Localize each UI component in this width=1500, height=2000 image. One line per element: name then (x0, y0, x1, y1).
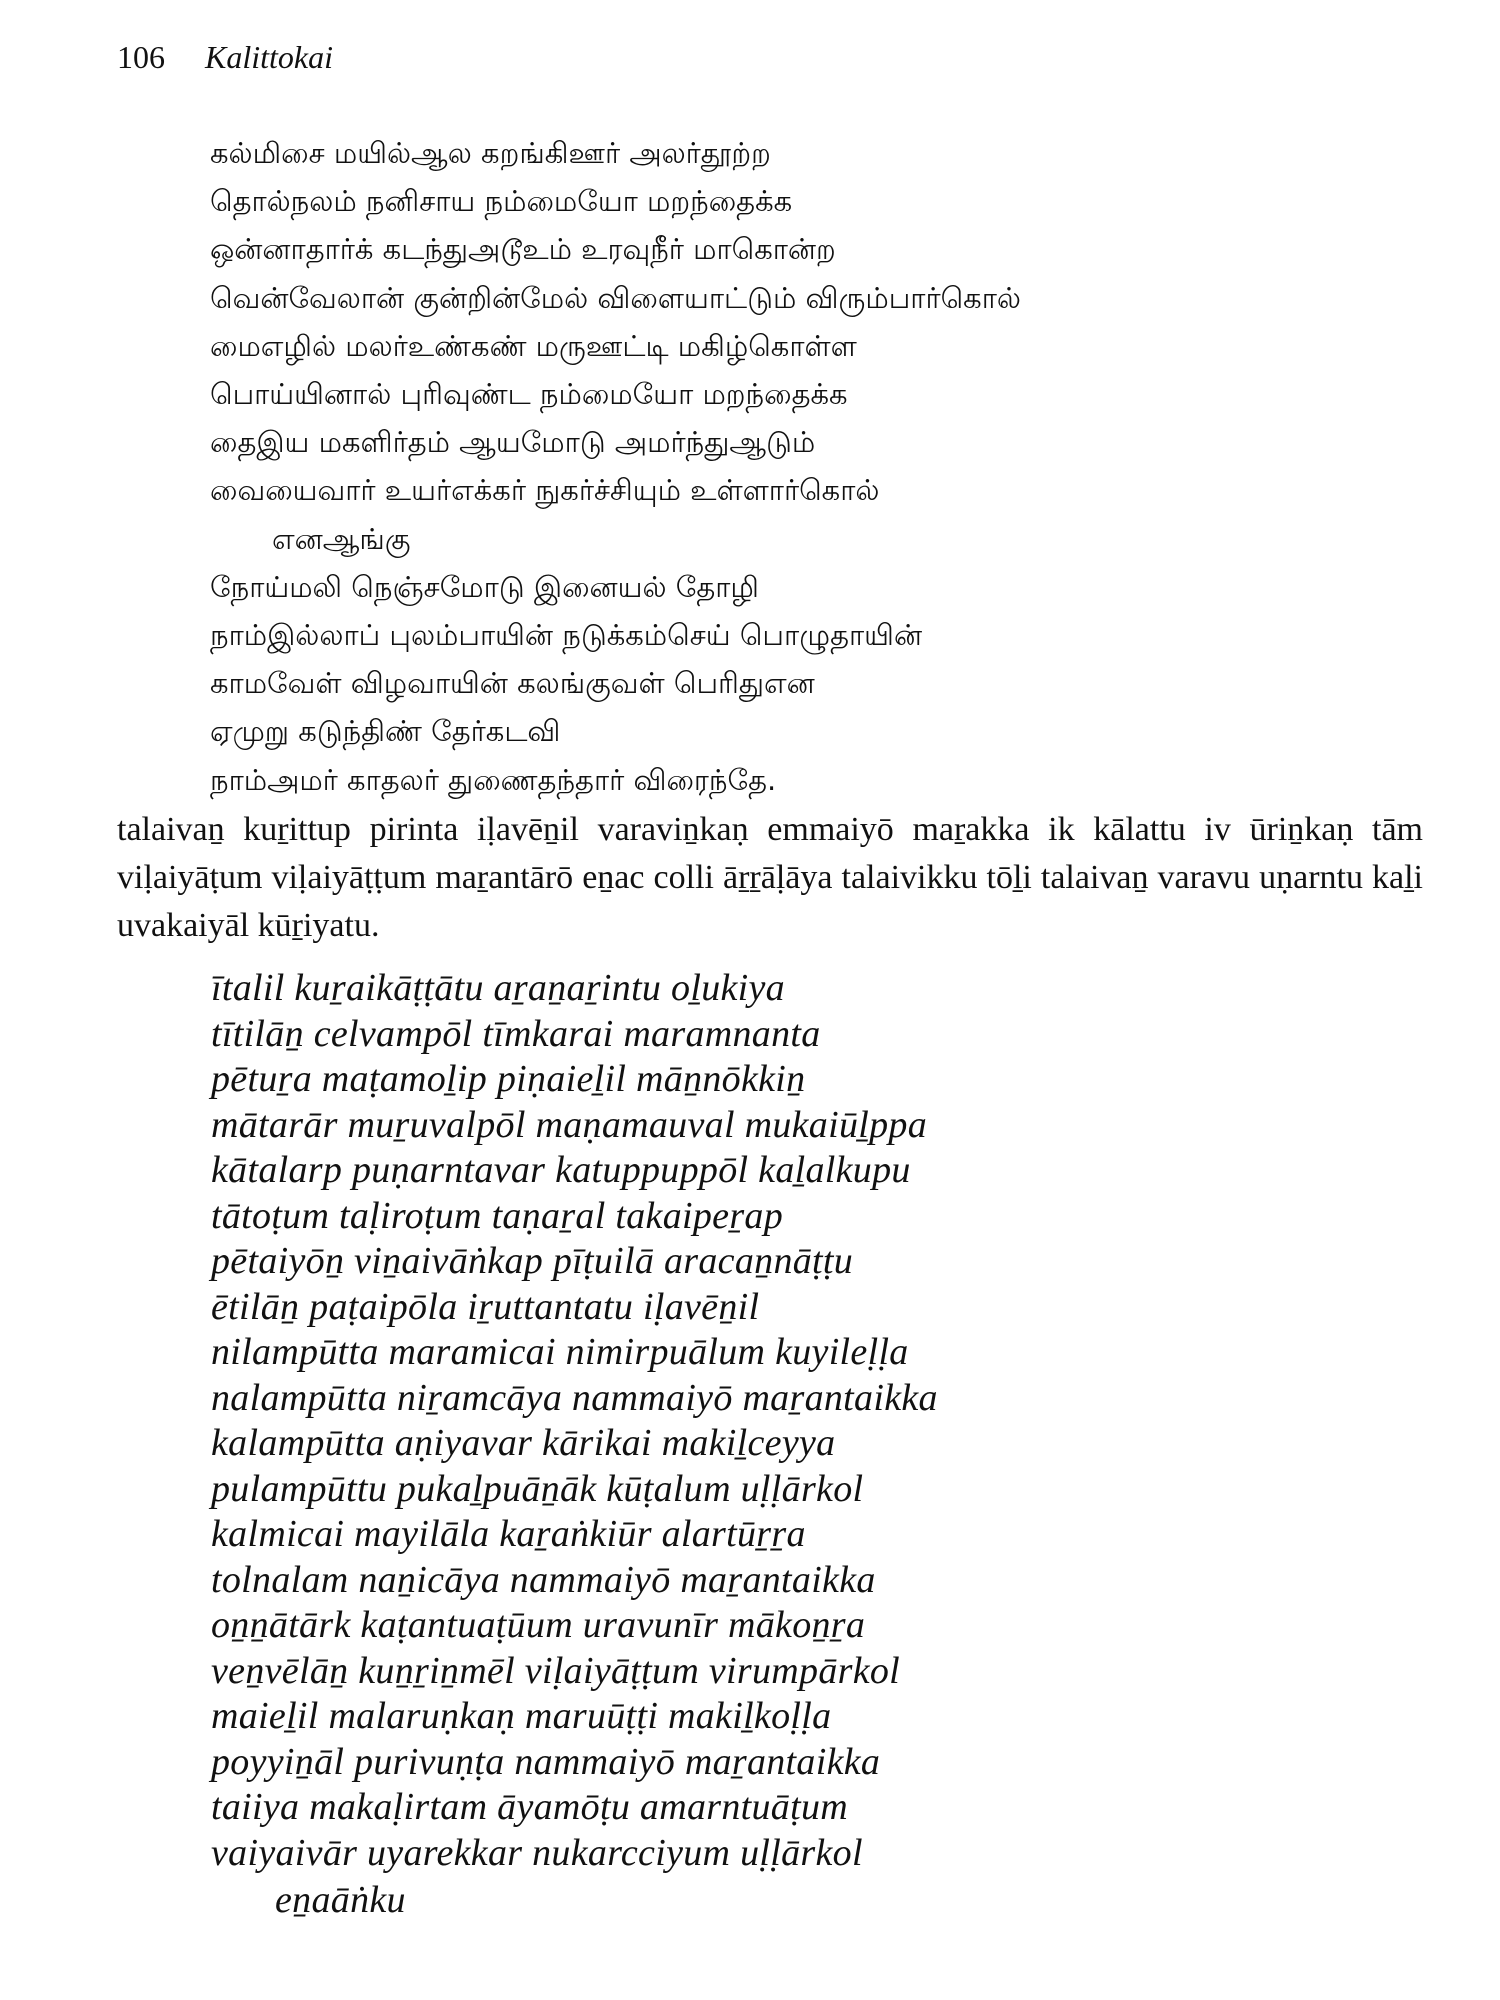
transliterated-verse-line: kalmicai mayilāla kaṟaṅkiūr alartūṟṟa (211, 1513, 806, 1555)
transliterated-verse-line: oṉṉātārk kaṭantuaṭūum uravunīr mākoṉṟa (211, 1604, 866, 1646)
prose-paragraph: talaivaṉ kuṟittup pirinta iḷavēṉil varaviṉkaṇ emmaiyō maṟakka ik kālattu iv ūriṉkaṇ tām viḷaiyāṭum viḷaiyāṭṭum maṟantārō eṉac colli āṟṟāḷāya talaivikku tōḻi talaivaṉ varavu uṇarntu kaḻi uvakaiyāl kūṟiyatu. (117, 811, 1423, 944)
tamil-verse-line: தைஇய மகளிர்தம் ஆயமோடு அமர்ந்துஆடும் (210, 425, 816, 460)
transliterated-verse-line: pētaiyōṉ viṉaivāṅkap pīṭuilā aracaṉnāṭṭu (211, 1240, 854, 1282)
transliterated-verse-line: ētilāṉ paṭaipōla iṟuttantatu iḷavēṉil (211, 1285, 760, 1328)
transliterated-verse-line: veṉvēlāṉ kuṉṟiṉmēl viḷaiyāṭṭum virumpārkol (211, 1649, 901, 1692)
transliterated-verse-line: kalampūtta aṇiyavar kārikai makiḻceyya (211, 1422, 836, 1464)
transliterated-verse-line: tolnalam naṉicāya nammaiyō maṟantaikka (211, 1558, 876, 1601)
tamil-verse-line: தொல்நலம் நனிசாய நம்மையோ மறந்தைக்க (210, 184, 793, 219)
tamil-verse-line: ஏமுறு கடுந்திண் தேர்கடவி (210, 714, 561, 749)
transliterated-verse-line: tītilāṉ celvampōl tīmkarai maramnanta (211, 1012, 821, 1055)
transliterated-verse-line: poyyiṉāl purivuṇṭa nammaiyō maṟantaikka (211, 1740, 881, 1783)
tamil-verse-line: நோய்மலி நெஞ்சமோடு இனையல் தோழி (210, 569, 759, 604)
tamil-verse-line: பொய்யினால் புரிவுண்ட நம்மையோ மறந்தைக்க (210, 377, 848, 411)
tamil-verse-line: எனஆங்கு (272, 521, 411, 556)
transliterated-verse-line: pētuṟa maṭamoḻip piṇaieḻil māṉnōkkiṉ (211, 1058, 806, 1100)
transliterated-verse-line: taiiya makaḷirtam āyamōṭu amarntuāṭum (211, 1786, 849, 1828)
transliterated-verse-line: tātoṭum taḷiroṭum taṇaṟal takaipeṟap (211, 1194, 784, 1237)
transliterated-verse-line: ītalil kuṟaikāṭṭātu aṟaṉaṟintu oḻukiya (211, 967, 785, 1009)
tamil-verse-line: மைஎழில் மலர்உண்கண் மருஊட்டி மகிழ்கொள்ள (210, 328, 857, 363)
transliterated-verse-line: maieḻil malaruṇkaṇ maruūṭṭi makiḻkoḷḷa (211, 1695, 832, 1737)
transliterated-verse-line: eṉaāṅku (275, 1879, 406, 1921)
transliterated-verse-line: nilampūtta maramicai nimirpuālum kuyileḷḷa (211, 1331, 909, 1373)
tamil-verse-line: கல்மிசை மயில்ஆல கறங்கிஊர் அலர்தூற்ற (210, 136, 771, 170)
transliterated-verse-line: kātalarp puṇarntavar katuppuppōl kaḻalkupu (211, 1149, 911, 1191)
page-number: 106 (117, 39, 165, 75)
transliterated-verse-line: mātarār muṟuvalpōl maṇamauval mukaiūḻppa (211, 1103, 928, 1146)
tamil-verse-line: நாம்அமர் காதலர் துணைதந்தார் விரைந்தே. (210, 762, 777, 797)
transliterated-verse-line: nalampūtta niṟamcāya nammaiyō maṟantaikka (211, 1376, 938, 1419)
running-title: Kalittokai (205, 39, 333, 75)
transliterated-verse-line: vaiyaivār uyarekkar nukarcciyum uḷḷārkol (211, 1831, 863, 1874)
tamil-verse-line: ஒன்னாதார்க் கடந்துஅடூஉம் உரவுநீர் மாகொன்ற (210, 232, 836, 267)
tamil-verse-line: வென்வேலான் குன்றின்மேல் விளையாட்டும் விரும்பார்கொல் (210, 280, 1021, 315)
tamil-verse-line: வையைவார் உயர்எக்கர் நுகர்ச்சியும் உள்ளார்கொல் (210, 473, 880, 508)
transliterated-verse-line: pulampūttu pukaḻpuāṉāk kūṭalum uḷḷārkol (211, 1467, 864, 1510)
tamil-verse-line: நாம்இல்லாப் புலம்பாயின் நடுக்கம்செய் பொழுதாயின் (210, 618, 923, 652)
tamil-verse-line: காமவேள் விழவாயின் கலங்குவள் பெரிதுஎன (210, 666, 815, 701)
